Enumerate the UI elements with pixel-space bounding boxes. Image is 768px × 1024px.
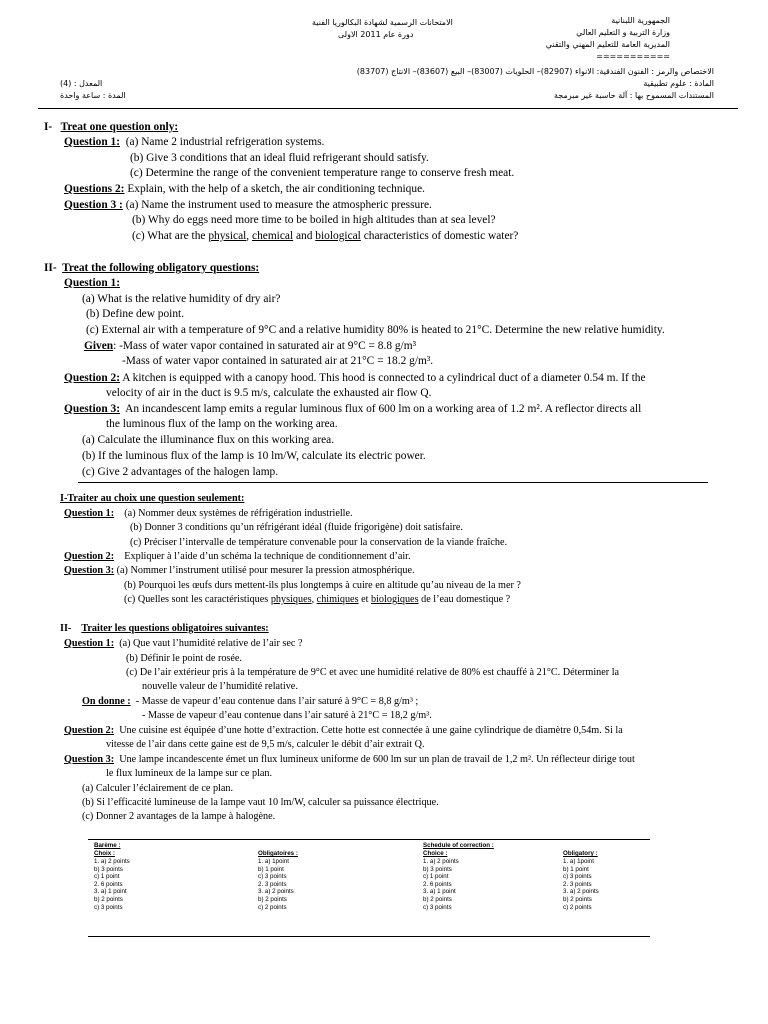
given-line-1 — [84, 339, 416, 355]
fr-given-line-1 — [82, 695, 418, 709]
grading-en-choice-list — [423, 858, 459, 911]
grading-line: c) 3 points — [423, 903, 452, 911]
grading-line: 3. a) 1 point — [94, 888, 127, 896]
underlined-word: physiques — [270, 594, 312, 605]
section-number: I- — [44, 121, 53, 133]
grading-line: c) 3 points — [94, 903, 123, 911]
question-text: Expliquer à l’aide d’un schéma la technique de conditionnement d’air. — [124, 551, 411, 562]
oblig-question-2-line2: velocity of air in the duct is 9.5 m/s, calculate the exhausted air flow Q. — [106, 387, 432, 399]
fr-oblig-question-3-c: (c) Donner 2 avantages de la lampe à halogène. — [82, 811, 276, 822]
question-2 — [64, 182, 425, 198]
question-label: Question 1: — [64, 638, 115, 649]
fr-oblig-question-1 — [64, 637, 302, 651]
grading-top-rule — [88, 839, 650, 840]
header-info-subject: المادة : علوم تطبيقية — [643, 79, 714, 88]
grading-line: 3. a) 1 point — [423, 888, 456, 896]
question-1 — [64, 135, 324, 151]
fr-oblig-question-2-line2: vitesse de l’air dans cette gaine est de 9,5 m/s, calculer le débit d’air extrait Q. — [106, 739, 425, 750]
grading-en-oblig-list — [563, 858, 599, 911]
oblig-question-3-a: (a) Calculate the illuminance flux on this working area. — [82, 434, 335, 446]
grading-en-oblig: Obligatory : — [563, 850, 598, 857]
grading-line: 3. a) 2 points — [258, 888, 294, 896]
section-2-title — [44, 261, 259, 277]
underlined-word: chimiques — [316, 594, 359, 605]
grading-line: b) 3 points — [423, 865, 452, 873]
oblig-question-1-label: Question 1: — [64, 277, 121, 289]
grading-line: b) 3 points — [94, 865, 123, 873]
grading-line: 1. a) 2 points — [423, 858, 459, 865]
fr-oblig-question-1-c-line2: nouvelle valeur de l’humidité relative. — [142, 681, 298, 692]
oblig-question-1-c: (c) External air with a temperature of 9°C and a relative humidity 80% is heated to 21°C. Determine the new relative humidity. — [86, 324, 665, 336]
question-3 — [64, 198, 432, 214]
grading-line: b) 1 point — [258, 865, 284, 873]
question-label: Question 3: — [64, 754, 115, 765]
grading-line: 1. a) 1point — [563, 858, 594, 865]
grading-line: 2. 3 points — [258, 880, 287, 888]
fr-oblig-question-2 — [64, 724, 623, 738]
fr-oblig-question-1-b: (b) Définir le point de rosée. — [126, 653, 242, 664]
question-text: (a) Nommer deux systèmes de réfrigération industrielle. — [124, 508, 353, 519]
fr-oblig-question-3-a: (a) Calculer l’éclairement de ce plan. — [82, 783, 234, 794]
underlined-word: biological — [315, 230, 361, 242]
fr-question-3 — [64, 564, 415, 578]
header-center-line2: دورة عام 2011 الاولى — [338, 30, 414, 39]
question-3-c — [132, 229, 518, 245]
fr-given-line-2: - Masse de vapeur d’eau contenue dans l’air saturé à 21°C = 18,2 g/m³. — [142, 710, 432, 721]
text-fragment: (c) What are the — [132, 230, 206, 242]
grading-line: c) 2 points — [258, 903, 287, 911]
fr-question-3-b: (b) Pourquoi les œufs durs mettent-ils plus longtemps à cuire en altitude qu’au niveau de la mer ? — [124, 580, 521, 591]
grading-bottom-rule — [88, 936, 650, 937]
section-number: II- — [44, 262, 57, 274]
fr-question-1-b: (b) Donner 3 conditions qu’un réfrigérant idéal (fluide frigorigène) doit satisfaire. — [130, 522, 463, 533]
text-fragment: , — [311, 594, 315, 605]
grading-fr-title: Barème : — [94, 842, 121, 849]
oblig-question-2 — [64, 371, 646, 387]
grading-fr-oblig-list — [258, 858, 294, 911]
question-text: Explain, with the help of a sketch, the air conditioning technique. — [127, 183, 425, 195]
oblig-question-3 — [64, 402, 641, 418]
oblig-question-3-c: (c) Give 2 advantages of the halogen lamp. — [82, 466, 279, 478]
fr-question-1-c: (c) Préciser l’intervalle de température convenable pour la conservation de la viande fraîche. — [130, 537, 508, 548]
question-text: Une cuisine est équipée d’une hotte d’extraction. Cette hotte est connectée à une gaine cylindrique de diamètre 0,54m. Si la — [119, 725, 623, 736]
oblig-question-1-b: (b) Define dew point. — [86, 308, 185, 320]
question-label: Question 2: — [64, 725, 115, 736]
header-divider — [38, 108, 738, 109]
grading-en-choice: Choice : — [423, 850, 448, 857]
text-fragment: and — [295, 230, 313, 242]
grading-fr-oblig: Obligatoires : — [258, 850, 298, 857]
text-fragment: et — [361, 594, 369, 605]
header-info-specialty: الاختصاص والرمز : الفنون الفندقية: الانواء (82907)– الحلويات (83007)– البيع (83607)– الانتاج (83707) — [356, 67, 714, 76]
question-label: Question 2: — [64, 551, 115, 562]
header-right-line3: المديرية العامة للتعليم المهني والتقني — [545, 40, 670, 49]
oblig-question-3-line2: the luminous flux of the lamp on the working area. — [106, 418, 338, 430]
fr-section-2-title — [60, 622, 269, 636]
text-fragment: , — [246, 230, 250, 242]
grading-line: c) 3 points — [258, 873, 287, 881]
question-label: Questions 2: — [64, 183, 125, 195]
grading-line: c) 2 points — [563, 903, 592, 911]
given-label: Given — [84, 340, 114, 352]
fr-question-1 — [64, 507, 353, 521]
header-center-line1: الامتحانات الرسمية لشهادة البكالوريا الفنية — [312, 18, 453, 27]
grading-line: b) 2 points — [258, 895, 287, 903]
grading-line: 3. a) 2 points — [563, 888, 599, 896]
given-text: - Masse de vapeur d’eau contenue dans l’air saturé à 9°C = 8,8 g/m³ ; — [135, 696, 419, 707]
oblig-question-1-a: (a) What is the relative humidity of dry air? — [82, 293, 281, 305]
question-text: (a) Que vaut l’humidité relative de l’air sec ? — [119, 638, 303, 649]
section-title: Traiter les questions obligatoires suivantes: — [81, 623, 269, 634]
text-fragment: (c) Quelles sont les caractéristiques — [124, 594, 269, 605]
underlined-word: biologiques — [371, 594, 419, 605]
header-info-coefficient: المعدل : (4) — [60, 79, 103, 88]
grading-fr-choice-list — [94, 858, 130, 911]
question-text: An incandescent lamp emits a regular luminous flux of 600 lm on a working area of 1.2 m². A reflector directs all — [125, 403, 642, 415]
header-right-line4: =========== — [596, 52, 670, 61]
question-label: Question 2: — [64, 372, 121, 384]
grading-en-title: Schedule of correction : — [423, 842, 494, 849]
oblig-question-3-b: (b) If the luminous flux of the lamp is 10 lm/W, calculate its electric power. — [82, 450, 426, 462]
header-info-duration: المدة : ساعة واحدة — [60, 91, 126, 100]
language-divider — [78, 482, 708, 483]
question-text: (a) Name 2 industrial refrigeration systems. — [125, 136, 325, 148]
question-label: Question 3 : — [64, 199, 123, 211]
fr-oblig-question-3-line2: le flux lumineux de la lampe sur ce plan. — [106, 768, 273, 779]
underlined-word: physical — [208, 230, 247, 242]
question-3-b: (b) Why do eggs need more time to be boiled in high altitudes than at sea level? — [132, 214, 496, 226]
question-label: Question 3: — [64, 565, 115, 576]
grading-line: c) 1 point — [423, 873, 449, 881]
grading-line: b) 2 points — [94, 895, 123, 903]
header-right-line2: وزارة التربية و التعليم العالي — [576, 28, 670, 37]
fr-section-1-title: I-Traiter au choix une question seulement: — [60, 493, 245, 504]
fr-question-3-c — [124, 593, 510, 607]
grading-fr-choice: Choix : — [94, 850, 115, 857]
question-text: Une lampe incandescente émet un flux lumineux uniforme de 600 lm sur un plan de travail de 1,2 m². Un réflecteur dirige tout — [119, 754, 635, 765]
section-1-title — [44, 120, 178, 136]
underlined-word: chemical — [252, 230, 294, 242]
grading-line: c) 1 point — [94, 873, 120, 881]
grading-line: b) 1 point — [563, 865, 589, 873]
grading-line: b) 2 points — [423, 895, 452, 903]
question-1-c: (c) Determine the range of the convenient temperature range to conserve fresh meat. — [130, 167, 515, 179]
section-title: Treat the following obligatory questions: — [62, 262, 260, 274]
question-text: (a) Nommer l’instrument utilisé pour mesurer la pression atmosphérique. — [116, 565, 415, 576]
question-1-b: (b) Give 3 conditions that an ideal fluid refrigerant should satisfy. — [130, 152, 429, 164]
grading-line: 2. 6 points — [423, 880, 452, 888]
grading-line: b) 2 points — [563, 895, 592, 903]
question-label: Question 3: — [64, 403, 121, 415]
grading-line: 2. 6 points — [94, 880, 123, 888]
text-fragment: de l’eau domestique ? — [421, 594, 511, 605]
grading-line: 2. 3 points — [563, 880, 592, 888]
fr-question-2 — [64, 550, 411, 564]
given-line-2: -Mass of water vapor contained in saturated air at 21°C = 18.2 g/m³. — [122, 355, 434, 367]
question-text: (a) Name the instrument used to measure the atmospheric pressure. — [125, 199, 432, 211]
grading-line: c) 3 points — [563, 873, 592, 881]
section-number: II- — [60, 623, 72, 634]
question-label: Question 1: — [64, 508, 115, 519]
fr-oblig-question-3-b: (b) Si l’efficacité lumineuse de la lampe vaut 10 lm/W, calculer sa puissance électrique. — [82, 797, 439, 808]
grading-line: 1. a) 2 points — [94, 858, 130, 865]
given-label: On donne : — [82, 696, 131, 707]
header-info-documents: المستندات المسموح بها : آلة حاسبة غير مبرمجة — [554, 91, 714, 100]
question-label: Question 1: — [64, 136, 121, 148]
fr-oblig-question-3 — [64, 753, 635, 767]
question-text: A kitchen is equipped with a canopy hood. This hood is connected to a cylindrical duct of a diameter 0.54 m. If the — [122, 372, 646, 384]
text-fragment: characteristics of domestic water? — [363, 230, 519, 242]
given-text: : -Mass of water vapor contained in saturated air at 9°C = 8.8 g/m³ — [113, 340, 417, 352]
section-title: Treat one question only: — [60, 121, 179, 133]
fr-oblig-question-1-c: (c) De l’air extérieur pris à la température de 9°C et avec une humidité relative de 80% est chauffé à 21°C. Déterminer la — [126, 667, 620, 678]
grading-line: 1. a) 1point — [258, 858, 289, 865]
header-right-line1: الجمهورية اللبنانية — [611, 16, 670, 25]
